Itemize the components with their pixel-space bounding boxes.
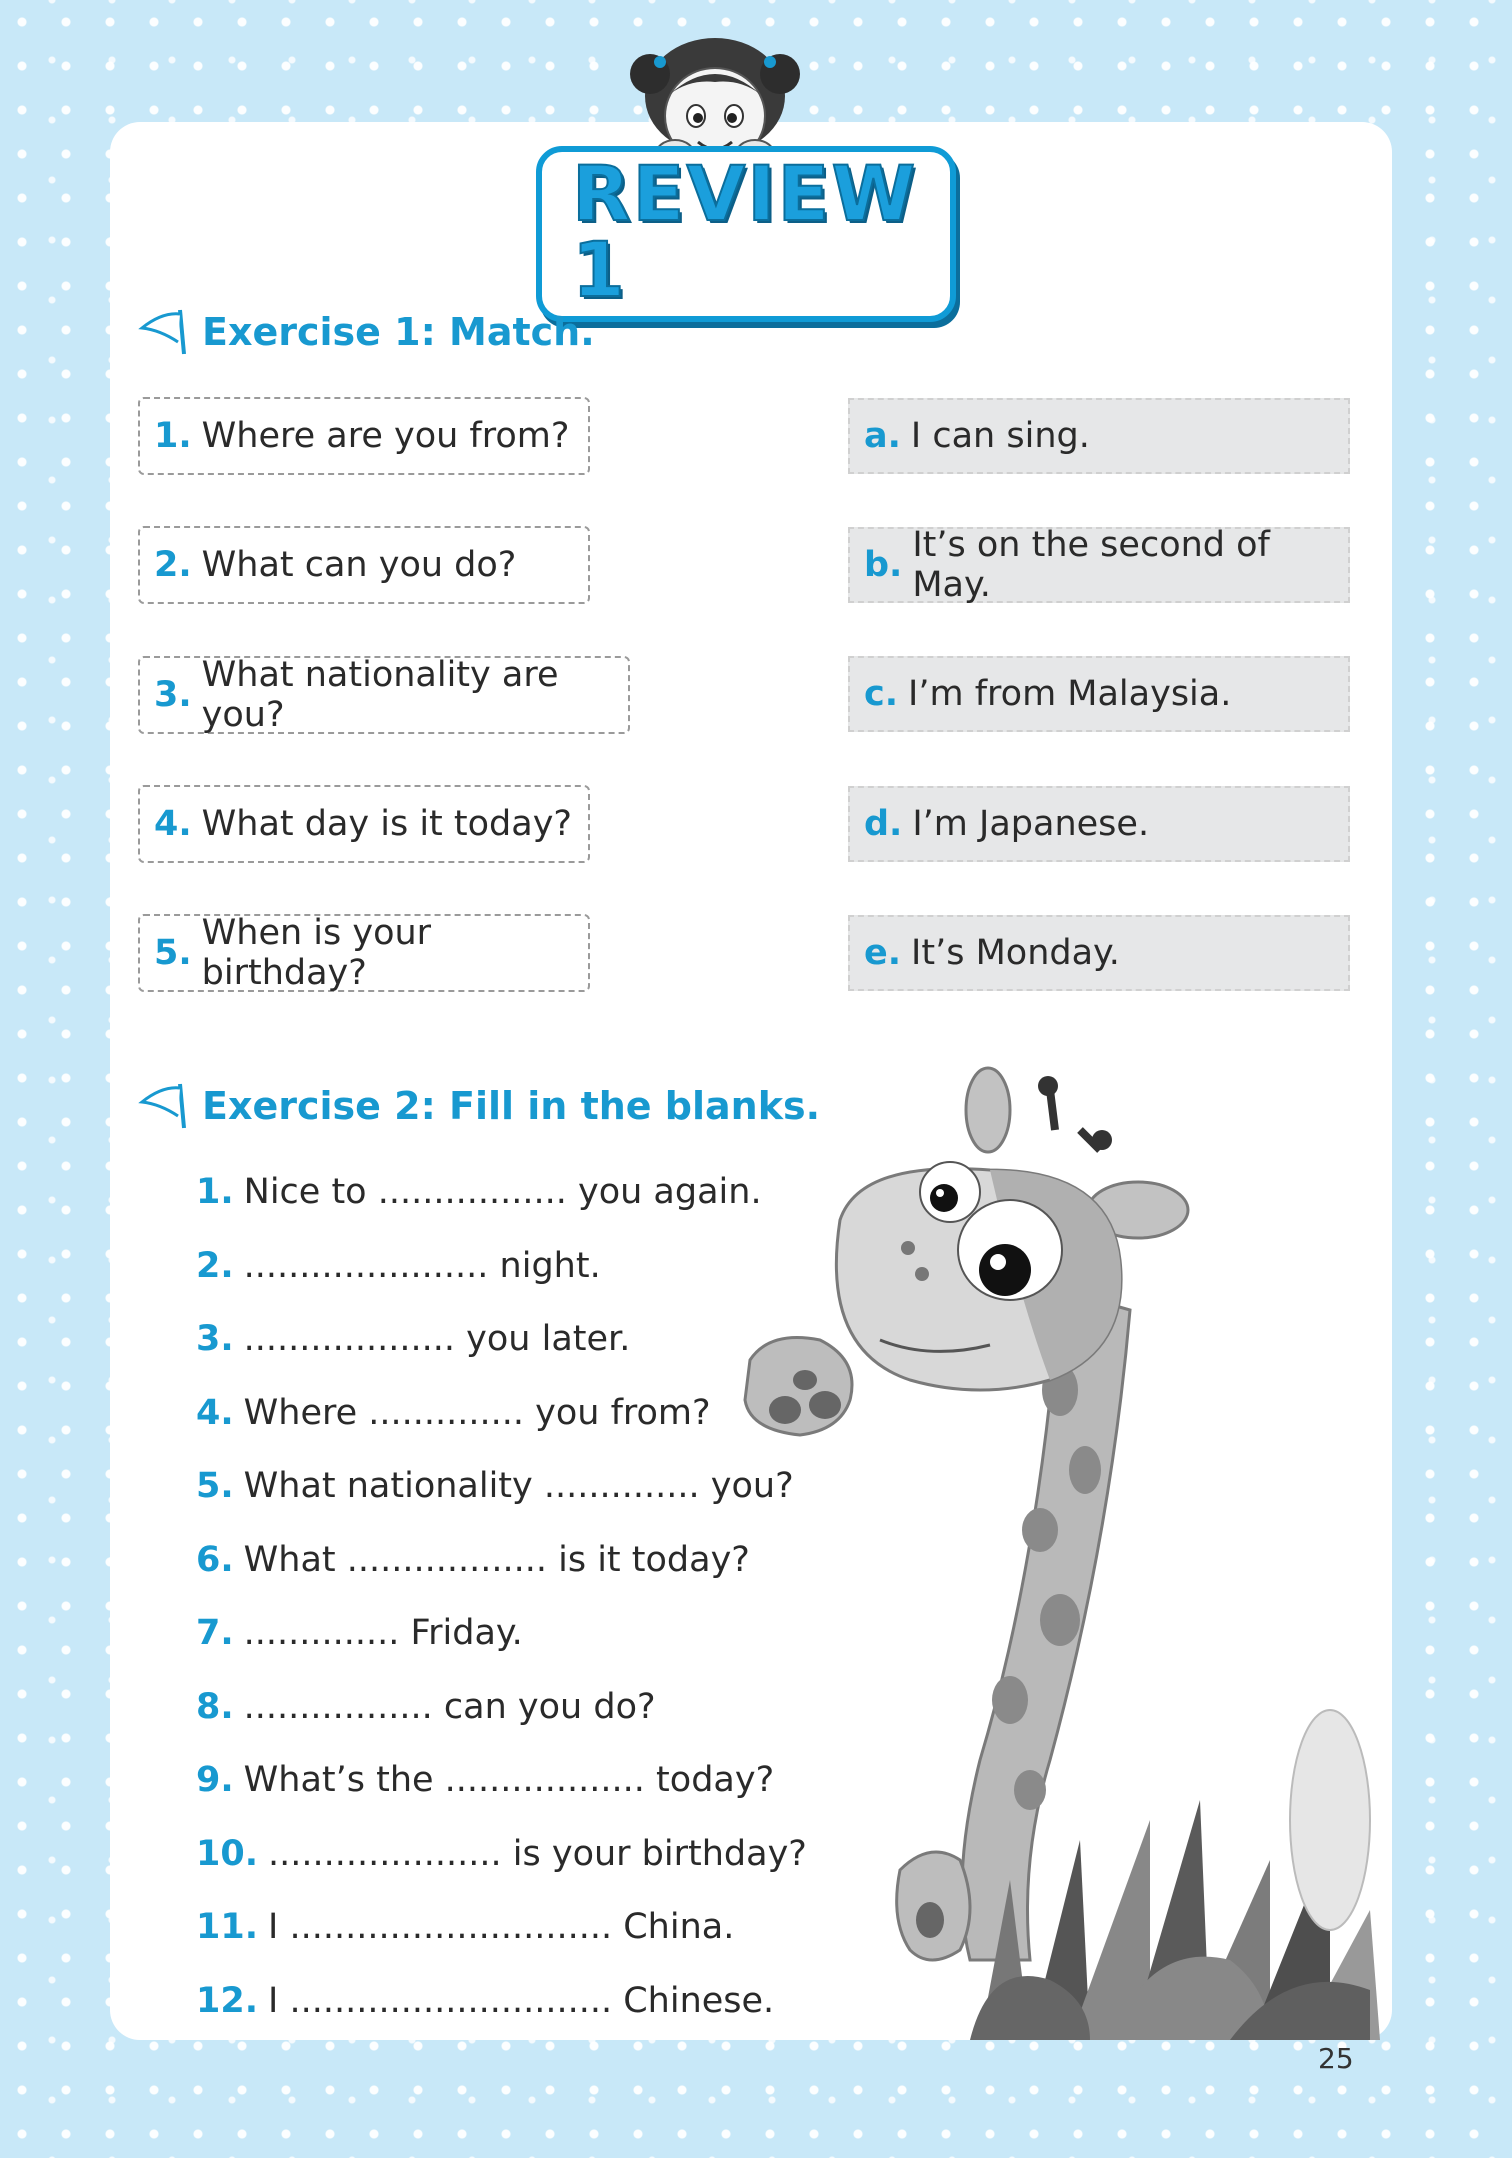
fill-item-9[interactable]: 9. What’s the .................. today? — [196, 1760, 775, 1800]
fill-item-6[interactable]: 6. What .................. is it today? — [196, 1540, 750, 1580]
fill-item-4[interactable]: 4. Where .............. you from? — [196, 1393, 711, 1433]
match-answer-d[interactable]: d. I’m Japanese. — [848, 786, 1350, 862]
match-answer-b[interactable]: b. It’s on the second of May. — [848, 527, 1350, 603]
fill-item-11[interactable]: 11. I ............................. China. — [196, 1907, 735, 1947]
fill-item-12[interactable]: 12. I ............................. Chinese. — [196, 1981, 775, 2021]
flag-icon — [138, 1080, 194, 1132]
match-question-2[interactable]: 2. What can you do? — [138, 526, 590, 604]
match-question-1[interactable]: 1. Where are you from? — [138, 397, 590, 475]
match-question-4[interactable]: 4. What day is it today? — [138, 785, 590, 863]
fill-item-8[interactable]: 8. ................. can you do? — [196, 1687, 656, 1727]
fill-item-3[interactable]: 3. ................... you later. — [196, 1319, 631, 1359]
match-question-3[interactable]: 3. What nationality are you? — [138, 656, 630, 734]
fill-item-1[interactable]: 1. Nice to ................. you again. — [196, 1172, 762, 1212]
exercise2-heading: Exercise 2: Fill in the blanks. — [138, 1080, 820, 1132]
match-answer-c[interactable]: c. I’m from Malaysia. — [848, 656, 1350, 732]
match-answer-e[interactable]: e. It’s Monday. — [848, 915, 1350, 991]
flag-icon — [138, 306, 194, 358]
giraffe-illustration — [730, 1060, 1390, 2040]
match-answer-a[interactable]: a. I can sing. — [848, 398, 1350, 474]
title-banner — [536, 149, 956, 314]
page-title: REVIEW 1 — [572, 149, 918, 314]
fill-item-2[interactable]: 2. ...................... night. — [196, 1246, 601, 1286]
page-number: 25 — [1318, 2042, 1354, 2075]
fill-item-5[interactable]: 5. What nationality .............. you? — [196, 1466, 794, 1506]
match-question-5[interactable]: 5. When is your birthday? — [138, 914, 590, 992]
fill-item-10[interactable]: 10. ..................... is your birthday? — [196, 1834, 807, 1874]
fill-item-7[interactable]: 7. .............. Friday. — [196, 1613, 523, 1653]
exercise1-heading: Exercise 1: Match. — [138, 306, 595, 358]
